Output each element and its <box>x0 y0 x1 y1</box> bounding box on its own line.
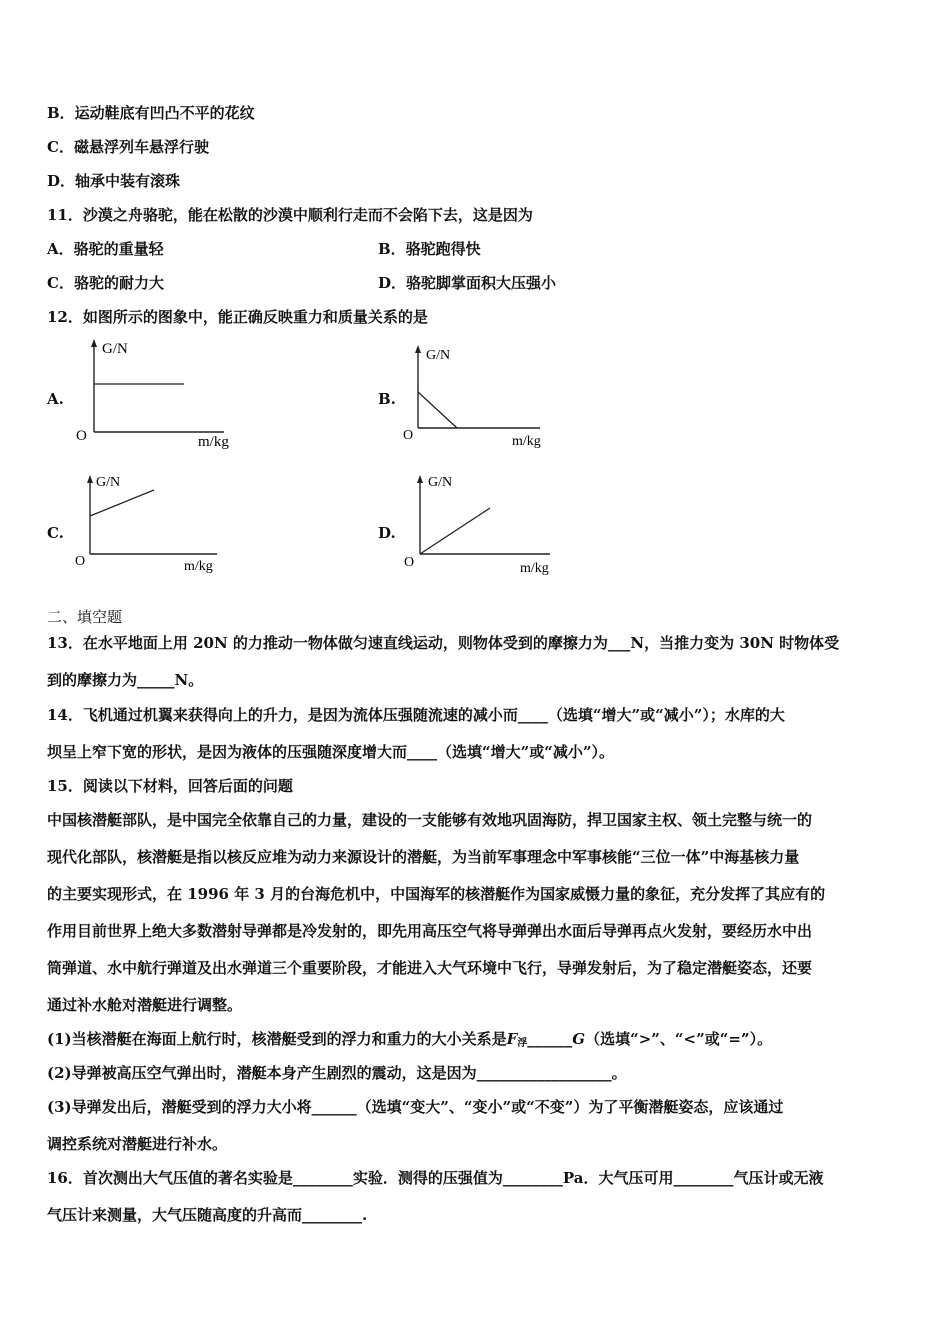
q11-option-b: B．骆驼跑得快 <box>378 240 481 258</box>
graph-d-curve <box>420 508 490 554</box>
q15-para-line5: 筒弹道、水中航行弹道及出水弹道三个重要阶段，才能进入大气环境中飞行，导弹发射后，为了稳定潜艇姿态，还要 <box>47 959 813 977</box>
q15-para-line3: 的主要实现形式，在 1996 年 3 月的台海危机中，中国海军的核潜艇作为国家威慑力量的象征，充分发挥了其应有的 <box>47 885 826 903</box>
q12-stem: 12．如图所示的图象中，能正确反映重力和质量关系的是 <box>47 308 428 326</box>
graph-c-origin: O <box>75 554 86 569</box>
graph-c-ylabel: G/N <box>96 475 121 490</box>
graph-b-ylabel: G/N <box>426 348 451 363</box>
q16-line2: 气压计来测量，大气压随高度的升高而________. <box>47 1206 368 1224</box>
q15-sub3-line2: 调控系统对潜艇进行补水。 <box>47 1135 228 1153</box>
q13-line2: 到的摩擦力为_____N。 <box>47 671 204 689</box>
graph-c-xlabel: m/kg <box>184 559 213 574</box>
q15-sub1 <box>47 1029 772 1054</box>
graph-b-curve <box>418 392 457 428</box>
graph-a-ylabel: G/N <box>102 341 128 357</box>
graph-b-y-arrow <box>415 345 421 353</box>
graph-a-xlabel: m/kg <box>198 434 229 450</box>
graph-b-origin: O <box>403 428 414 443</box>
q15-para-line1: 中国核潜艇部队，是中国完全依靠自己的力量，建设的一支能够有效地巩固海防，捍卫国家主权、领土完整与统一的 <box>47 811 813 829</box>
q15-sub1-G: G <box>572 1030 586 1048</box>
q13-line1: 13．在水平地面上用 20N 的力推动一物体做匀速直线运动，则物体受到的摩擦力为___N，当推力变为 30N 时物体受 <box>47 634 840 652</box>
q15-para-line6: 通过补水舱对潜艇进行调整。 <box>47 996 243 1014</box>
q12-label-b: B. <box>378 390 396 408</box>
graph-d <box>400 470 570 584</box>
q11-stem: 11．沙漠之舟骆驼，能在松散的沙漠中顺利行走而不会陷下去，这是因为 <box>47 206 533 224</box>
q15-sub1-blank: ______ <box>527 1030 573 1048</box>
q15-sub3-line1: (3)导弹发出后，潜艇受到的浮力大小将______（选填“变大”、“变小”或“不变”）为了平衡潜艇姿态，应该通过 <box>47 1098 784 1116</box>
q11-option-a: A．骆驼的重量轻 <box>47 240 164 258</box>
graph-a <box>74 336 244 460</box>
q11-option-d: D．骆驼脚掌面积大压强小 <box>378 274 557 292</box>
q15-para-line2: 现代化部队，核潜艇是指以核反应堆为动力来源设计的潜艇，为当前军事理念中军事核能“三位一体”中海基核力量 <box>47 848 800 866</box>
q11-option-c: C．骆驼的耐力大 <box>47 274 164 292</box>
graph-a-origin: O <box>76 428 87 444</box>
q12-label-a: A. <box>47 390 64 408</box>
q14-line2: 坝呈上窄下宽的形状，是因为液体的压强随深度增大而____（选填“增大”或“减小”）。 <box>47 743 615 761</box>
q14-line1: 14．飞机通过机翼来获得向上的升力，是因为流体压强随流速的减小而____（选填“增大”或“减小”）；水库的大 <box>47 706 785 724</box>
graph-d-y-arrow <box>417 475 423 483</box>
q15-stem: 15．阅读以下材料，回答后面的问题 <box>47 777 293 795</box>
q15-sub1-F-subscript: 浮 <box>517 1038 528 1049</box>
q10-option-b: B．运动鞋底有凹凸不平的花纹 <box>47 104 255 122</box>
graph-b-xlabel: m/kg <box>512 434 541 449</box>
q12-label-c: C. <box>47 524 64 542</box>
q15-sub2: (2)导弹被高压空气弹出时，潜艇本身产生剧烈的震动，这是因为__________________。 <box>47 1064 627 1082</box>
graph-d-ylabel: G/N <box>428 475 453 490</box>
graph-c <box>72 470 242 584</box>
q15-sub1-prefix: (1)当核潜艇在海面上航行时，核潜艇受到的浮力和重力的大小关系是 <box>47 1030 507 1048</box>
graph-d-xlabel: m/kg <box>520 561 549 576</box>
q15-para-line4: 作用目前世界上绝大多数潜射导弹都是冷发射的，即先用高压空气将导弹弹出水面后导弹再点火发射，要经历水中出 <box>47 922 813 940</box>
graph-c-y-arrow <box>87 475 93 483</box>
graph-c-curve <box>90 490 154 516</box>
graph-d-origin: O <box>404 555 415 570</box>
section-heading: 二、填空题 <box>47 608 123 626</box>
q15-sub1-suffix: （选填“>”、“<”或“=”）。 <box>585 1030 773 1048</box>
graph-a-y-arrow <box>91 339 97 347</box>
q16-line1: 16．首次测出大气压值的著名实验是________实验．测得的压强值为________Pa．大气压可用________气压计或无液 <box>47 1169 824 1187</box>
q10-option-d: D．轴承中装有滚珠 <box>47 172 181 190</box>
q10-option-c: C．磁悬浮列车悬浮行驶 <box>47 138 209 156</box>
graph-b <box>400 340 570 464</box>
q15-sub1-F: F <box>506 1030 518 1048</box>
q12-label-d: D. <box>378 524 396 542</box>
